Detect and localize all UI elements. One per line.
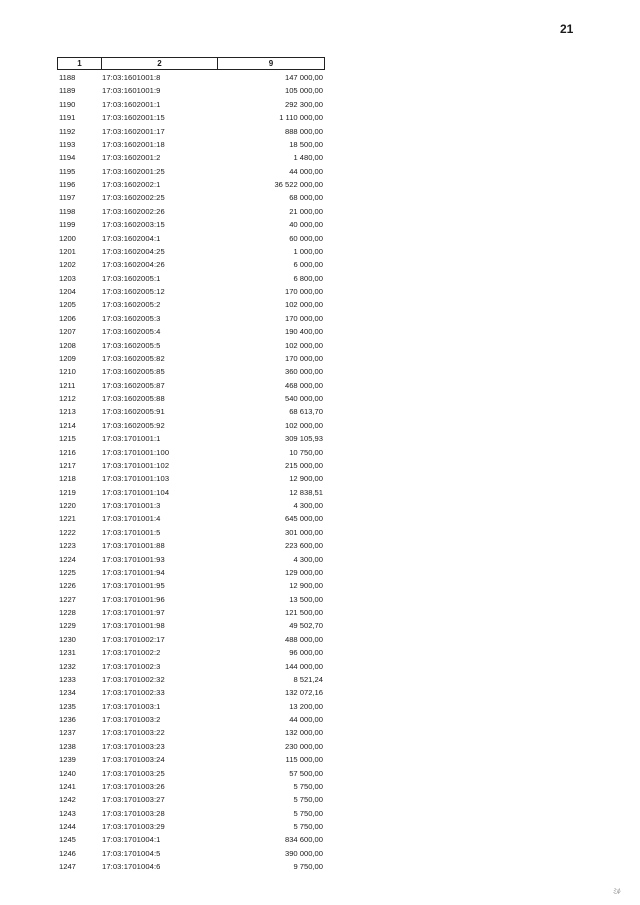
table-row bbox=[57, 820, 325, 833]
table-row bbox=[57, 713, 325, 726]
table-row bbox=[57, 138, 325, 151]
table-row bbox=[57, 205, 325, 218]
row-number-cell: 1227 bbox=[59, 594, 76, 604]
table-row bbox=[57, 793, 325, 806]
value-cell: 21 000,00 bbox=[289, 206, 323, 216]
row-number-cell: 1199 bbox=[59, 220, 76, 230]
cadastral-number-cell: 17:03:1602004:26 bbox=[102, 260, 165, 270]
cadastral-number-cell: 17:03:1701001:104 bbox=[102, 487, 170, 497]
value-cell: 4 300,00 bbox=[293, 501, 323, 510]
table-row bbox=[57, 405, 325, 418]
value-cell: 12 900,00 bbox=[289, 581, 323, 591]
value-cell: 121 500,00 bbox=[284, 608, 323, 617]
value-cell: 5 750,00 bbox=[293, 781, 323, 791]
table-row bbox=[57, 833, 325, 846]
table-row bbox=[57, 432, 325, 445]
row-number-cell: 1200 bbox=[59, 233, 76, 243]
value-cell: 468 000,00 bbox=[284, 380, 323, 390]
value-cell: 223 600,00 bbox=[284, 541, 323, 551]
row-number-cell: 1229 bbox=[59, 621, 76, 631]
table-row bbox=[57, 191, 325, 204]
row-number-cell: 1234 bbox=[59, 688, 76, 698]
value-cell: 147 000,00 bbox=[284, 73, 323, 82]
row-number-cell: 1190 bbox=[59, 99, 76, 109]
row-number-cell: 1226 bbox=[59, 581, 76, 591]
table-row bbox=[57, 700, 325, 713]
row-number-cell: 1236 bbox=[59, 715, 76, 724]
cadastral-number-cell: 17:03:1701001:94 bbox=[102, 567, 165, 577]
table-row bbox=[57, 860, 325, 873]
cadastral-number-cell: 17:03:1701001:1 bbox=[102, 434, 161, 444]
value-cell: 12 900,00 bbox=[289, 474, 323, 484]
table-row bbox=[57, 258, 325, 271]
row-number-cell: 1210 bbox=[59, 367, 76, 377]
table-row bbox=[57, 446, 325, 459]
cadastral-number-cell: 17:03:1701003:27 bbox=[102, 795, 165, 805]
value-cell: 5 750,00 bbox=[293, 808, 323, 818]
cadastral-number-cell: 17:03:1701001:97 bbox=[102, 608, 165, 617]
column-header-9: 9 bbox=[268, 59, 274, 68]
row-number-cell: 1245 bbox=[59, 835, 76, 845]
row-number-cell: 1246 bbox=[59, 848, 76, 858]
table-row bbox=[57, 365, 325, 378]
cadastral-number-cell: 17:03:1602005:1 bbox=[102, 273, 161, 283]
value-cell: 68 613,70 bbox=[289, 407, 323, 417]
cadastral-number-cell: 17:03:1701001:98 bbox=[102, 621, 165, 631]
row-number-cell: 1213 bbox=[59, 407, 76, 417]
cadastral-number-cell: 17:03:1602005:4 bbox=[102, 327, 161, 337]
row-number-cell: 1192 bbox=[59, 126, 76, 136]
row-number-cell: 1223 bbox=[59, 541, 76, 551]
row-number-cell: 1222 bbox=[59, 527, 76, 537]
value-cell: 8 521,24 bbox=[293, 674, 323, 684]
value-cell: 18 500,00 bbox=[289, 139, 323, 149]
cadastral-number-cell: 17:03:1701003:22 bbox=[102, 728, 165, 738]
table-row bbox=[57, 486, 325, 499]
cadastral-number-cell: 17:03:1602005:3 bbox=[102, 313, 161, 323]
table-row bbox=[57, 379, 325, 392]
row-number-cell: 1202 bbox=[59, 260, 76, 270]
cadastral-number-cell: 17:03:1701001:95 bbox=[102, 581, 165, 591]
value-cell: 540 000,00 bbox=[284, 394, 323, 403]
row-number-cell: 1204 bbox=[59, 287, 76, 296]
table-row bbox=[57, 753, 325, 766]
value-cell: 645 000,00 bbox=[284, 514, 323, 524]
value-cell: 5 750,00 bbox=[293, 822, 323, 831]
cadastral-number-cell: 17:03:1602004:1 bbox=[102, 233, 161, 243]
value-cell: 4 300,00 bbox=[293, 554, 323, 564]
cadastral-number-cell: 17:03:1602005:92 bbox=[102, 420, 165, 430]
cadastral-number-cell: 17:03:1701003:29 bbox=[102, 822, 165, 831]
cadastral-number-cell: 17:03:1602001:17 bbox=[102, 126, 165, 136]
table-row bbox=[57, 111, 325, 124]
cadastral-number-cell: 17:03:1701003:1 bbox=[102, 701, 161, 711]
value-cell: 390 000,00 bbox=[284, 848, 323, 858]
cadastral-number-cell: 17:03:1602005:2 bbox=[102, 300, 161, 310]
value-cell: 215 000,00 bbox=[284, 460, 323, 470]
row-number-cell: 1237 bbox=[59, 728, 76, 738]
table-row bbox=[57, 178, 325, 191]
cadastral-number-cell: 17:03:1602004:25 bbox=[102, 246, 165, 256]
row-number-cell: 1207 bbox=[59, 327, 76, 337]
cadastral-number-cell: 17:03:1701003:26 bbox=[102, 781, 165, 791]
value-cell: 13 200,00 bbox=[289, 701, 323, 711]
value-cell: 292 300,00 bbox=[284, 99, 323, 109]
table-row bbox=[57, 125, 325, 138]
value-cell: 102 000,00 bbox=[284, 340, 323, 350]
cadastral-number-cell: 17:03:1602005:5 bbox=[102, 340, 161, 350]
value-cell: 144 000,00 bbox=[284, 661, 323, 671]
column-header-2: 2 bbox=[102, 58, 218, 69]
cadastral-number-cell: 17:03:1701001:103 bbox=[102, 474, 170, 484]
table-row bbox=[57, 646, 325, 659]
row-number-cell: 1201 bbox=[59, 246, 76, 256]
value-cell: 888 000,00 bbox=[284, 126, 323, 136]
table-row bbox=[57, 807, 325, 820]
cadastral-number-cell: 17:03:1701004:5 bbox=[102, 848, 161, 858]
value-cell: 834 600,00 bbox=[284, 835, 323, 845]
cadastral-number-cell: 17:03:1602001:25 bbox=[102, 166, 165, 176]
row-number-cell: 1215 bbox=[59, 434, 76, 444]
row-number-cell: 1238 bbox=[59, 741, 76, 751]
row-number-cell: 1230 bbox=[59, 634, 76, 644]
row-number-cell: 1209 bbox=[59, 353, 76, 363]
value-cell: 132 072,16 bbox=[284, 688, 323, 698]
value-cell: 102 000,00 bbox=[284, 420, 323, 430]
value-cell: 5 750,00 bbox=[293, 795, 323, 805]
table-row bbox=[57, 767, 325, 780]
cadastral-number-cell: 17:03:1701001:102 bbox=[102, 460, 170, 470]
cadastral-number-cell: 17:03:1602005:12 bbox=[102, 287, 165, 296]
row-number-cell: 1243 bbox=[59, 808, 76, 818]
table-row bbox=[57, 726, 325, 739]
cadastral-number-cell: 17:03:1701003:2 bbox=[102, 715, 161, 724]
page-number: 21 bbox=[560, 22, 574, 36]
row-number-cell: 1208 bbox=[59, 340, 76, 350]
cadastral-number-cell: 17:03:1701001:93 bbox=[102, 554, 165, 564]
row-number-cell: 1247 bbox=[59, 862, 76, 872]
cadastral-number-cell: 17:03:1601001:9 bbox=[102, 86, 161, 96]
cadastral-number-cell: 17:03:1701004:1 bbox=[102, 835, 161, 845]
row-number-cell: 1193 bbox=[59, 139, 76, 149]
table-row bbox=[57, 673, 325, 686]
table-row bbox=[57, 780, 325, 793]
table-row bbox=[57, 579, 325, 592]
cadastral-number-cell: 17:03:1701002:17 bbox=[102, 634, 165, 644]
table-row bbox=[57, 352, 325, 365]
cadastral-number-cell: 17:03:1701002:33 bbox=[102, 688, 165, 698]
footer-mark: ﾐﾙ bbox=[612, 887, 620, 896]
value-cell: 309 105,93 bbox=[284, 434, 323, 444]
row-number-cell: 1217 bbox=[59, 460, 76, 470]
cadastral-number-cell: 17:03:1701002:32 bbox=[102, 674, 165, 684]
value-cell: 57 500,00 bbox=[289, 768, 323, 778]
table-row bbox=[57, 245, 325, 258]
table-row bbox=[57, 419, 325, 432]
table-row bbox=[57, 499, 325, 512]
table-body bbox=[57, 71, 325, 874]
value-cell: 132 000,00 bbox=[284, 728, 323, 738]
table-row bbox=[57, 339, 325, 352]
row-number-cell: 1216 bbox=[59, 447, 76, 457]
row-number-cell: 1194 bbox=[59, 153, 76, 163]
row-number-cell: 1225 bbox=[59, 567, 76, 577]
row-number-cell: 1242 bbox=[59, 795, 76, 805]
cadastral-number-cell: 17:03:1602005:85 bbox=[102, 367, 165, 377]
cadastral-number-cell: 17:03:1701001:3 bbox=[102, 501, 161, 510]
cadastral-number-cell: 17:03:1602005:87 bbox=[102, 380, 165, 390]
table-row bbox=[57, 539, 325, 552]
table-row bbox=[57, 593, 325, 606]
row-number-cell: 1220 bbox=[59, 501, 76, 510]
row-number-cell: 1228 bbox=[59, 608, 76, 617]
table-row bbox=[57, 686, 325, 699]
value-cell: 44 000,00 bbox=[289, 715, 323, 724]
cadastral-number-cell: 17:03:1701001:5 bbox=[102, 527, 161, 537]
value-cell: 488 000,00 bbox=[284, 634, 323, 644]
value-cell: 13 500,00 bbox=[289, 594, 323, 604]
table-row bbox=[57, 660, 325, 673]
table-row bbox=[57, 285, 325, 298]
row-number-cell: 1233 bbox=[59, 674, 76, 684]
column-header-1: 1 bbox=[58, 58, 102, 69]
row-number-cell: 1198 bbox=[59, 206, 76, 216]
table-row bbox=[57, 472, 325, 485]
table-row bbox=[57, 218, 325, 231]
value-cell: 102 000,00 bbox=[284, 300, 323, 310]
table-header bbox=[57, 57, 325, 70]
table-row bbox=[57, 71, 325, 84]
value-cell: 10 750,00 bbox=[289, 447, 323, 457]
table-row bbox=[57, 459, 325, 472]
value-cell: 9 750,00 bbox=[293, 862, 323, 872]
cadastral-number-cell: 17:03:1701003:25 bbox=[102, 768, 165, 778]
table-row bbox=[57, 151, 325, 164]
value-cell: 230 000,00 bbox=[284, 741, 323, 751]
value-cell: 1 000,00 bbox=[293, 246, 323, 256]
table-row bbox=[57, 392, 325, 405]
value-cell: 1 110 000,00 bbox=[279, 113, 323, 123]
value-cell: 68 000,00 bbox=[289, 193, 323, 203]
value-cell: 190 400,00 bbox=[284, 327, 323, 337]
cadastral-number-cell: 17:03:1701003:28 bbox=[102, 808, 165, 818]
table-row bbox=[57, 298, 325, 311]
table-row bbox=[57, 84, 325, 97]
value-cell: 44 000,00 bbox=[289, 166, 323, 176]
row-number-cell: 1221 bbox=[59, 514, 76, 524]
value-cell: 129 000,00 bbox=[284, 567, 323, 577]
value-cell: 96 000,00 bbox=[289, 648, 323, 658]
cadastral-number-cell: 17:03:1602005:91 bbox=[102, 407, 165, 417]
cadastral-number-cell: 17:03:1602002:25 bbox=[102, 193, 165, 203]
row-number-cell: 1188 bbox=[59, 73, 76, 82]
row-number-cell: 1232 bbox=[59, 661, 76, 671]
row-number-cell: 1235 bbox=[59, 701, 76, 711]
cadastral-number-cell: 17:03:1602001:1 bbox=[102, 99, 161, 109]
value-cell: 360 000,00 bbox=[284, 367, 323, 377]
cadastral-number-cell: 17:03:1602001:15 bbox=[102, 113, 165, 123]
cadastral-number-cell: 17:03:1601001:8 bbox=[102, 73, 161, 82]
row-number-cell: 1195 bbox=[59, 166, 76, 176]
row-number-cell: 1191 bbox=[59, 113, 76, 123]
cadastral-number-cell: 17:03:1701004:6 bbox=[102, 862, 161, 872]
value-cell: 12 838,51 bbox=[289, 487, 323, 497]
row-number-cell: 1196 bbox=[59, 180, 76, 189]
cadastral-number-cell: 17:03:1701001:96 bbox=[102, 594, 165, 604]
row-number-cell: 1211 bbox=[59, 380, 76, 390]
table-row bbox=[57, 553, 325, 566]
table-row bbox=[57, 512, 325, 525]
row-number-cell: 1241 bbox=[59, 781, 76, 791]
cadastral-number-cell: 17:03:1602005:88 bbox=[102, 394, 165, 403]
table-row bbox=[57, 165, 325, 178]
value-cell: 170 000,00 bbox=[284, 313, 323, 323]
value-cell: 301 000,00 bbox=[284, 527, 323, 537]
cadastral-number-cell: 17:03:1602002:1 bbox=[102, 180, 161, 189]
cadastral-number-cell: 17:03:1701002:3 bbox=[102, 661, 161, 671]
row-number-cell: 1197 bbox=[59, 193, 76, 203]
value-cell: 40 000,00 bbox=[289, 220, 323, 230]
value-cell: 105 000,00 bbox=[284, 86, 323, 96]
cadastral-number-cell: 17:03:1602001:2 bbox=[102, 153, 161, 163]
table-row bbox=[57, 98, 325, 111]
table-row bbox=[57, 606, 325, 619]
row-number-cell: 1239 bbox=[59, 755, 76, 765]
row-number-cell: 1206 bbox=[59, 313, 76, 323]
cadastral-number-cell: 17:03:1602005:82 bbox=[102, 353, 165, 363]
table-row bbox=[57, 312, 325, 325]
value-cell: 115 000,00 bbox=[285, 755, 323, 765]
data-table bbox=[57, 57, 325, 874]
value-cell: 1 480,00 bbox=[293, 153, 323, 163]
value-cell: 6 800,00 bbox=[293, 273, 323, 283]
cadastral-number-cell: 17:03:1701003:23 bbox=[102, 741, 165, 751]
value-cell: 6 000,00 bbox=[293, 260, 323, 270]
cadastral-number-cell: 17:03:1602003:15 bbox=[102, 220, 165, 230]
row-number-cell: 1231 bbox=[59, 648, 76, 658]
row-number-cell: 1219 bbox=[59, 487, 76, 497]
cadastral-number-cell: 17:03:1701001:4 bbox=[102, 514, 161, 524]
cadastral-number-cell: 17:03:1701003:24 bbox=[102, 755, 165, 765]
value-cell: 170 000,00 bbox=[284, 287, 323, 296]
cadastral-number-cell: 17:03:1602001:18 bbox=[102, 139, 165, 149]
row-number-cell: 1203 bbox=[59, 273, 76, 283]
table-row bbox=[57, 633, 325, 646]
row-number-cell: 1189 bbox=[59, 86, 76, 96]
cadastral-number-cell: 17:03:1701002:2 bbox=[102, 648, 161, 658]
cadastral-number-cell: 17:03:1701001:100 bbox=[102, 447, 170, 457]
row-number-cell: 1214 bbox=[59, 420, 76, 430]
cadastral-number-cell: 17:03:1701001:88 bbox=[102, 541, 165, 551]
row-number-cell: 1224 bbox=[59, 554, 76, 564]
table-row bbox=[57, 232, 325, 245]
row-number-cell: 1212 bbox=[59, 394, 76, 403]
value-cell: 60 000,00 bbox=[289, 233, 323, 243]
table-row bbox=[57, 619, 325, 632]
cadastral-number-cell: 17:03:1602002:26 bbox=[102, 206, 165, 216]
row-number-cell: 1244 bbox=[59, 822, 76, 831]
table-row bbox=[57, 740, 325, 753]
row-number-cell: 1240 bbox=[59, 768, 76, 778]
table-row bbox=[57, 566, 325, 579]
table-row bbox=[57, 526, 325, 539]
table-row bbox=[57, 272, 325, 285]
value-cell: 170 000,00 bbox=[284, 353, 323, 363]
table-row bbox=[57, 847, 325, 860]
table-row bbox=[57, 325, 325, 338]
value-cell: 49 502,70 bbox=[289, 621, 323, 631]
row-number-cell: 1218 bbox=[59, 474, 76, 484]
value-cell: 36 522 000,00 bbox=[274, 180, 323, 189]
row-number-cell: 1205 bbox=[59, 300, 76, 310]
